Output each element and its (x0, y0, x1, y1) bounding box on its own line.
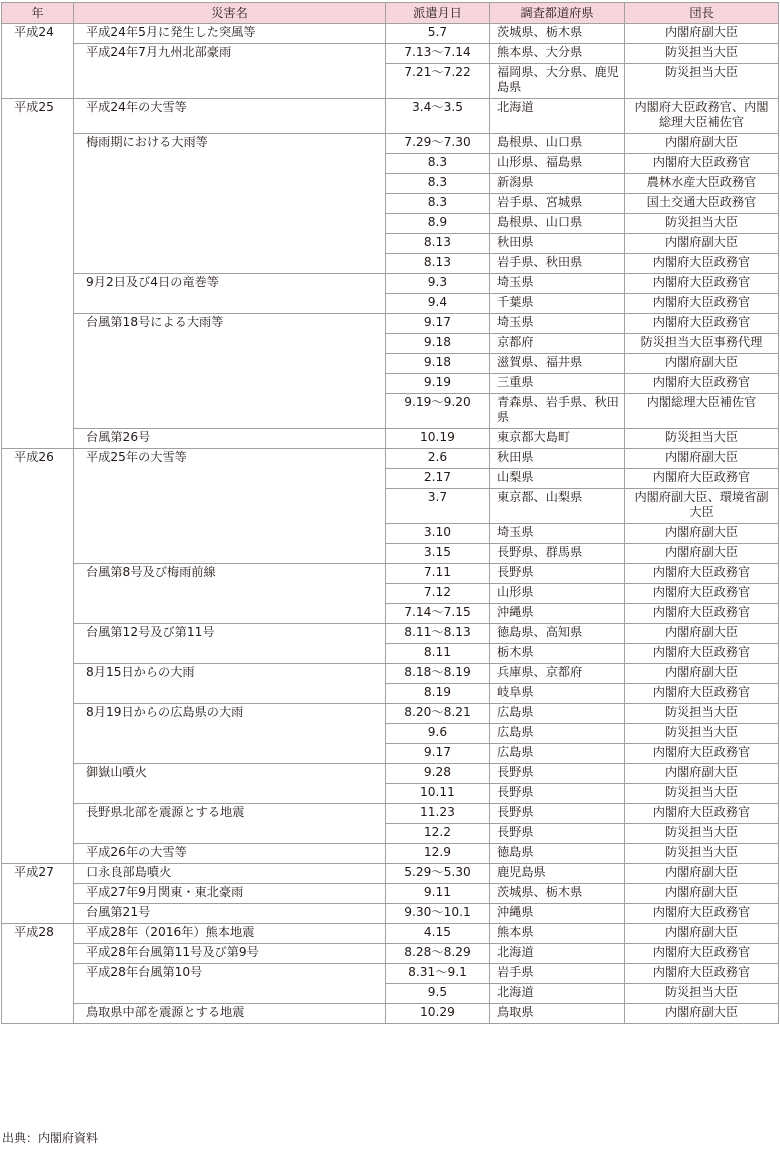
dispatch-date-cell: 9.19～9.20 (386, 394, 490, 429)
prefecture-cell: 兵庫県、京都府 (490, 664, 625, 684)
disaster-name-cell: 台風第21号 (74, 904, 386, 924)
dispatch-date-cell: 8.13 (386, 234, 490, 254)
prefecture-cell: 熊本県、大分県 (490, 44, 625, 64)
leader-cell: 内閣府副大臣 (625, 24, 779, 44)
leader-cell: 内閣府大臣政務官 (625, 254, 779, 274)
disaster-name-cell: 平成25年の大雪等 (74, 449, 386, 564)
prefecture-cell: 秋田県 (490, 234, 625, 254)
dispatch-date-cell: 9.5 (386, 984, 490, 1004)
prefecture-cell: 福岡県、大分県、鹿児島県 (490, 64, 625, 99)
header-year: 年 (2, 3, 74, 24)
year-cell: 平成26 (2, 449, 74, 864)
leader-cell: 内閣府副大臣 (625, 1004, 779, 1024)
table-row (2, 884, 779, 904)
dispatch-date-cell: 3.4～3.5 (386, 99, 490, 134)
dispatch-date-cell: 9.17 (386, 744, 490, 764)
disaster-name-cell: 平成24年5月に発生した突風等 (74, 24, 386, 44)
disaster-survey-table (1, 2, 779, 1024)
prefecture-cell: 鳥取県 (490, 1004, 625, 1024)
year-cell: 平成25 (2, 99, 74, 449)
disaster-name-cell: 平成24年の大雪等 (74, 99, 386, 134)
disaster-name-cell: 梅雨期における大雨等 (74, 134, 386, 274)
leader-cell: 防災担当大臣 (625, 824, 779, 844)
leader-cell: 内閣府副大臣 (625, 134, 779, 154)
dispatch-date-cell: 8.18～8.19 (386, 664, 490, 684)
table-row (2, 134, 779, 154)
dispatch-date-cell: 7.21～7.22 (386, 64, 490, 99)
leader-cell: 内閣府副大臣 (625, 354, 779, 374)
leader-cell: 農林水産大臣政務官 (625, 174, 779, 194)
prefecture-cell: 茨城県、栃木県 (490, 884, 625, 904)
leader-cell: 内閣府大臣政務官 (625, 944, 779, 964)
prefecture-cell: 山形県 (490, 584, 625, 604)
prefecture-cell: 長野県 (490, 564, 625, 584)
leader-cell: 内閣府副大臣 (625, 764, 779, 784)
disaster-name-cell: 台風第8号及び梅雨前線 (74, 564, 386, 624)
leader-cell: 内閣府副大臣 (625, 864, 779, 884)
disaster-name-cell: 御嶽山噴火 (74, 764, 386, 804)
dispatch-date-cell: 8.19 (386, 684, 490, 704)
dispatch-date-cell: 12.9 (386, 844, 490, 864)
prefecture-cell: 広島県 (490, 704, 625, 724)
leader-cell: 内閣府副大臣 (625, 884, 779, 904)
prefecture-cell: 新潟県 (490, 174, 625, 194)
dispatch-date-cell: 7.29～7.30 (386, 134, 490, 154)
dispatch-date-cell: 3.7 (386, 489, 490, 524)
prefecture-cell: 茨城県、栃木県 (490, 24, 625, 44)
prefecture-cell: 三重県 (490, 374, 625, 394)
prefecture-cell: 長野県 (490, 824, 625, 844)
table-row (2, 964, 779, 984)
dispatch-date-cell: 3.10 (386, 524, 490, 544)
prefecture-cell: 山梨県 (490, 469, 625, 489)
table-row (2, 904, 779, 924)
leader-cell: 防災担当大臣事務代理 (625, 334, 779, 354)
table-row (2, 804, 779, 824)
prefecture-cell: 北海道 (490, 944, 625, 964)
dispatch-date-cell: 2.17 (386, 469, 490, 489)
leader-cell: 防災担当大臣 (625, 44, 779, 64)
disaster-name-cell: 平成28年台風第11号及び第9号 (74, 944, 386, 964)
prefecture-cell: 島根県、山口県 (490, 134, 625, 154)
prefecture-cell: 沖縄県 (490, 604, 625, 624)
table-row (2, 944, 779, 964)
prefecture-cell: 長野県 (490, 764, 625, 784)
leader-cell: 防災担当大臣 (625, 214, 779, 234)
leader-cell: 防災担当大臣 (625, 429, 779, 449)
table-row (2, 764, 779, 784)
dispatch-date-cell: 4.15 (386, 924, 490, 944)
prefecture-cell: 沖縄県 (490, 904, 625, 924)
leader-cell: 内閣府大臣政務官 (625, 744, 779, 764)
table-row (2, 864, 779, 884)
leader-cell: 内閣府副大臣 (625, 449, 779, 469)
disaster-name-cell: 長野県北部を震源とする地震 (74, 804, 386, 844)
disaster-name-cell: 平成26年の大雪等 (74, 844, 386, 864)
dispatch-date-cell: 7.12 (386, 584, 490, 604)
leader-cell: 内閣府副大臣 (625, 544, 779, 564)
disaster-name-cell: 平成28年台風第10号 (74, 964, 386, 1004)
leader-cell: 内閣府大臣政務官、内閣総理大臣補佐官 (625, 99, 779, 134)
year-cell: 平成24 (2, 24, 74, 99)
leader-cell: 内閣府大臣政務官 (625, 154, 779, 174)
header-prefecture: 調査都道府県 (490, 3, 625, 24)
prefecture-cell: 千葉県 (490, 294, 625, 314)
leader-cell: 内閣府大臣政務官 (625, 374, 779, 394)
prefecture-cell: 岩手県、秋田県 (490, 254, 625, 274)
prefecture-cell: 岩手県 (490, 964, 625, 984)
prefecture-cell: 熊本県 (490, 924, 625, 944)
table-body (2, 24, 779, 1024)
disaster-name-cell: 台風第26号 (74, 429, 386, 449)
prefecture-cell: 広島県 (490, 724, 625, 744)
dispatch-date-cell: 8.13 (386, 254, 490, 274)
dispatch-date-cell: 8.3 (386, 194, 490, 214)
dispatch-date-cell: 9.4 (386, 294, 490, 314)
disaster-name-cell: 平成28年（2016年）熊本地震 (74, 924, 386, 944)
dispatch-date-cell: 5.7 (386, 24, 490, 44)
prefecture-cell: 北海道 (490, 99, 625, 134)
leader-cell: 国土交通大臣政務官 (625, 194, 779, 214)
disaster-name-cell: 平成27年9月関東・東北豪雨 (74, 884, 386, 904)
dispatch-date-cell: 10.11 (386, 784, 490, 804)
disaster-name-cell: 9月2日及び4日の竜巻等 (74, 274, 386, 314)
leader-cell: 内閣府大臣政務官 (625, 584, 779, 604)
disaster-name-cell: 台風第18号による大雨等 (74, 314, 386, 429)
leader-cell: 内閣府大臣政務官 (625, 804, 779, 824)
dispatch-date-cell: 8.11 (386, 644, 490, 664)
year-cell: 平成28 (2, 924, 74, 1024)
prefecture-cell: 東京都、山梨県 (490, 489, 625, 524)
prefecture-cell: 長野県 (490, 784, 625, 804)
dispatch-date-cell: 2.6 (386, 449, 490, 469)
dispatch-date-cell: 8.28～8.29 (386, 944, 490, 964)
dispatch-date-cell: 9.30～10.1 (386, 904, 490, 924)
leader-cell: 防災担当大臣 (625, 984, 779, 1004)
prefecture-cell: 滋賀県、福井県 (490, 354, 625, 374)
disaster-name-cell: 口永良部島噴火 (74, 864, 386, 884)
source-note: 出典：内閣府資料 (2, 1131, 99, 1145)
prefecture-cell: 京都府 (490, 334, 625, 354)
dispatch-date-cell: 12.2 (386, 824, 490, 844)
table-header-row (2, 3, 779, 24)
dispatch-date-cell: 9.18 (386, 354, 490, 374)
leader-cell: 防災担当大臣 (625, 844, 779, 864)
leader-cell: 内閣府大臣政務官 (625, 684, 779, 704)
table-row (2, 314, 779, 334)
leader-cell: 内閣府大臣政務官 (625, 564, 779, 584)
disaster-name-cell: 鳥取県中部を震源とする地震 (74, 1004, 386, 1024)
dispatch-date-cell: 9.6 (386, 724, 490, 744)
prefecture-cell: 徳島県 (490, 844, 625, 864)
dispatch-date-cell: 9.28 (386, 764, 490, 784)
leader-cell: 内閣府副大臣 (625, 234, 779, 254)
header-dispatch-date: 派遣月日 (386, 3, 490, 24)
dispatch-date-cell: 3.15 (386, 544, 490, 564)
dispatch-date-cell: 9.3 (386, 274, 490, 294)
table-row (2, 24, 779, 44)
table-row (2, 664, 779, 684)
leader-cell: 防災担当大臣 (625, 64, 779, 99)
prefecture-cell: 青森県、岩手県、秋田県 (490, 394, 625, 429)
prefecture-cell: 北海道 (490, 984, 625, 1004)
dispatch-date-cell: 10.19 (386, 429, 490, 449)
prefecture-cell: 広島県 (490, 744, 625, 764)
table-row (2, 99, 779, 134)
table-row (2, 44, 779, 64)
year-cell: 平成27 (2, 864, 74, 924)
leader-cell: 内閣府大臣政務官 (625, 314, 779, 334)
dispatch-date-cell: 7.14～7.15 (386, 604, 490, 624)
leader-cell: 内閣府副大臣 (625, 624, 779, 644)
header-disaster-name: 災害名 (74, 3, 386, 24)
dispatch-date-cell: 8.11～8.13 (386, 624, 490, 644)
table-row (2, 924, 779, 944)
prefecture-cell: 長野県、群馬県 (490, 544, 625, 564)
table-row (2, 274, 779, 294)
prefecture-cell: 徳島県、高知県 (490, 624, 625, 644)
prefecture-cell: 埼玉県 (490, 274, 625, 294)
dispatch-date-cell: 7.11 (386, 564, 490, 584)
prefecture-cell: 鹿児島県 (490, 864, 625, 884)
leader-cell: 防災担当大臣 (625, 784, 779, 804)
dispatch-date-cell: 8.3 (386, 174, 490, 194)
dispatch-date-cell: 9.11 (386, 884, 490, 904)
table-row (2, 564, 779, 584)
dispatch-date-cell: 5.29～5.30 (386, 864, 490, 884)
disaster-name-cell: 8月15日からの大雨 (74, 664, 386, 704)
prefecture-cell: 秋田県 (490, 449, 625, 469)
leader-cell: 内閣府副大臣 (625, 664, 779, 684)
header-leader: 団長 (625, 3, 779, 24)
prefecture-cell: 山形県、福島県 (490, 154, 625, 174)
prefecture-cell: 島根県、山口県 (490, 214, 625, 234)
leader-cell: 内閣総理大臣補佐官 (625, 394, 779, 429)
disaster-name-cell: 8月19日からの広島県の大雨 (74, 704, 386, 764)
table-row (2, 624, 779, 644)
table-row (2, 704, 779, 724)
dispatch-date-cell: 7.13～7.14 (386, 44, 490, 64)
prefecture-cell: 岐阜県 (490, 684, 625, 704)
prefecture-cell: 岩手県、宮城県 (490, 194, 625, 214)
dispatch-date-cell: 10.29 (386, 1004, 490, 1024)
prefecture-cell: 長野県 (490, 804, 625, 824)
table-row (2, 429, 779, 449)
disaster-name-cell: 平成24年7月九州北部豪雨 (74, 44, 386, 99)
disaster-name-cell: 台風第12号及び第11号 (74, 624, 386, 664)
table-row (2, 1004, 779, 1024)
leader-cell: 内閣府大臣政務官 (625, 469, 779, 489)
table-row (2, 844, 779, 864)
table-row (2, 449, 779, 469)
leader-cell: 内閣府副大臣 (625, 524, 779, 544)
prefecture-cell: 栃木県 (490, 644, 625, 664)
leader-cell: 内閣府大臣政務官 (625, 274, 779, 294)
prefecture-cell: 東京都大島町 (490, 429, 625, 449)
dispatch-date-cell: 11.23 (386, 804, 490, 824)
dispatch-date-cell: 8.20～8.21 (386, 704, 490, 724)
leader-cell: 防災担当大臣 (625, 724, 779, 744)
leader-cell: 内閣府副大臣、環境省副大臣 (625, 489, 779, 524)
dispatch-date-cell: 8.31～9.1 (386, 964, 490, 984)
dispatch-date-cell: 8.9 (386, 214, 490, 234)
dispatch-date-cell: 9.19 (386, 374, 490, 394)
leader-cell: 防災担当大臣 (625, 704, 779, 724)
dispatch-date-cell: 9.17 (386, 314, 490, 334)
prefecture-cell: 埼玉県 (490, 314, 625, 334)
leader-cell: 内閣府大臣政務官 (625, 964, 779, 984)
leader-cell: 内閣府大臣政務官 (625, 604, 779, 624)
leader-cell: 内閣府大臣政務官 (625, 644, 779, 664)
leader-cell: 内閣府大臣政務官 (625, 294, 779, 314)
leader-cell: 内閣府副大臣 (625, 924, 779, 944)
prefecture-cell: 埼玉県 (490, 524, 625, 544)
leader-cell: 内閣府大臣政務官 (625, 904, 779, 924)
dispatch-date-cell: 9.18 (386, 334, 490, 354)
dispatch-date-cell: 8.3 (386, 154, 490, 174)
